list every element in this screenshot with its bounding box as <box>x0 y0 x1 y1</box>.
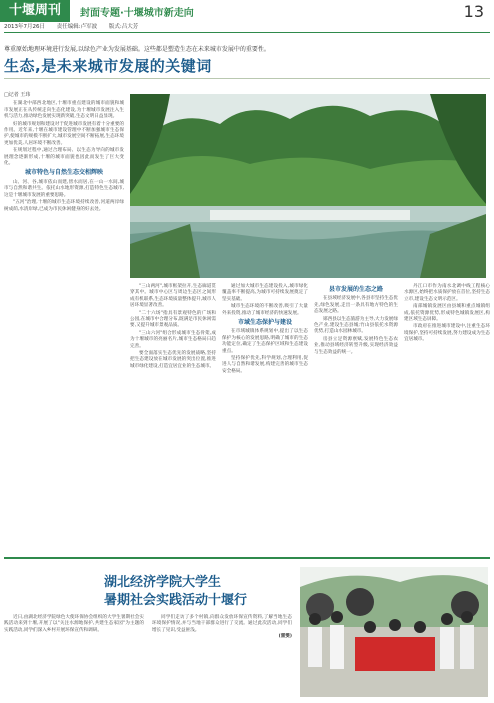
meta-line <box>4 22 490 33</box>
paragraph: 城市生态环境的不断改善,吸引了大量外来投资,推动了城市经济的快速发展。 <box>222 304 308 316</box>
section-heading: 市域生态保护与建设 <box>237 319 292 327</box>
divider <box>4 78 490 79</box>
bottom-headline-line1: 湖北经济学院大学生 <box>104 575 222 590</box>
section-heading: 城市特色与自然生态交相辉映 <box>24 169 103 177</box>
masthead <box>0 0 494 22</box>
bottom-story <box>4 557 490 701</box>
paragraph: "五河"治理,十堰的城市生态环境持续改善,河道两岸绿树成荫,水清岸绿,已成为市民休闲健身的好去处。 <box>4 200 124 212</box>
paragraph: 市政府在推进城市建设中,注重生态环境保护,坚持可持续发展,努力建设成为生态宜居城市。 <box>404 324 490 343</box>
dam-landscape-photo <box>130 94 486 278</box>
article-column-4 <box>314 284 398 357</box>
paragraph: 在规划过程中,通过合理布局、以生态为导向的城市发展理念逐渐形成,十堰的城市面貌也因此而发生了巨大变化。 <box>4 148 124 167</box>
bottom-column-2 <box>152 615 292 641</box>
paragraph: 在县域经济发展中,各县市坚持生态优先,绿色发展,走出一条具有地方特色的生态发展之路。 <box>314 296 398 315</box>
paragraph: 通过加大城市生态建设投入,城市绿化覆盖率不断提高,为城市可持续发展奠定了坚实基础。 <box>222 284 308 302</box>
paragraph: 好的城市规划和建设对于促进城市发展有着十分重要的作用。近年来,十堰在城市建设管理中不断加强城市生态保护,使城市的规模不断扩大,城市发展空间不断拓展,生态环境更加优美,人居环境不断改善。 <box>4 121 124 146</box>
paragraph: 同学们走访了多个村镇,向群众发放环保宣传资料,了解当地生态环境保护情况,并与当地干部群众进行了交流。通过此次活动,同学们增长了见识,受益匪浅。 <box>152 615 292 633</box>
article-column-3 <box>222 284 308 376</box>
paragraph: 房县立足资源禀赋,发展特色生态农业,推动县域经济转型升级,实现经济效益与生态效益的统一。 <box>314 336 398 355</box>
layout-designer: 版式:吕大芳 <box>108 24 139 30</box>
page-number: 13 <box>463 2 484 21</box>
paragraph: 郧西县以生态旅游为主导,大力发展绿色产业,建设生态县城;竹山县依托水资源优势,打造山水园林城市。 <box>314 316 398 335</box>
paragraph: "三山两河",城市框架拉开,生态廊道贯穿其中。城市中心区与周边生态区之间形成有机联系,生态环境质量整体提升,城市人居环境显著改善。 <box>130 284 216 309</box>
paragraph: "三山六河"组合形成城市生态骨架,成为十堰城市的亮丽名片,城市生态格局日趋完善。 <box>130 330 216 349</box>
headline: 生态,是未来城市发展的关键词 <box>4 57 212 75</box>
bottom-column-1 <box>4 615 144 634</box>
paragraph: 要全面落实生态优先的发展战略,坚持把生态建设放在城市发展的突出位置,推进城市绿化建设,打造宜居宜业的生态城市。 <box>130 351 216 369</box>
signature: (雷雯) <box>278 634 292 640</box>
issue-date: 2013年7月26日 <box>4 24 45 30</box>
article-column-5 <box>404 284 490 345</box>
students-group-photo <box>300 567 488 697</box>
paragraph: "二十六场"指具有景观特色的广场和公园,在城市中合理分布,既满足市民休闲需要,又提升城市景观品质。 <box>130 310 216 329</box>
paragraph: 山、河、谷,城市依山而建,傍水而居,在一山一水间,城市与自然和谐共生。依托山水地形资源,打造特色生态城市,这是十堰城市发展的重要思路。 <box>4 179 124 198</box>
article-column-1 <box>4 92 124 214</box>
bottom-headline-line2: 暑期社会实践活动十堰行 <box>104 593 248 608</box>
paragraph: 坚持保护优先,科学规划,合理利用,促进人与自然和谐发展,构建完善的城市生态安全格局。 <box>222 356 308 374</box>
paragraph: 在市域城镇体系规划中,提出了以生态保护为核心的发展思路,明确了城市的生态功能定位,确定了生态保护区域和生态建设重点。 <box>222 329 308 354</box>
article-column-2 <box>130 284 216 371</box>
masthead-logo: 十堰周刊 <box>0 0 70 22</box>
paragraph: 南部城镇发展区由县城和重点城镇组成,依托资源优势,形成特色城镇发展区,构建区域生态屏障。 <box>404 304 490 323</box>
paragraph: 在湖北中部西北地区,十堰市重点建设的城市面貌和城市发展正在从传统走向生态化建设,为十堰城市发展注入生机与活力,推动绿色发展实现新突破,生态文明日益显现。 <box>4 101 124 120</box>
paragraph: 丹江口市作为南水北调中线工程核心水源区,始终把水质保护放在首位,坚持生态立市,建设生态文明示范区。 <box>404 284 490 302</box>
paragraph: 近日,由湖北经济学院绿色大使环保协会组织的大学生暑期社会实践活动来到十堰,开展了以"关注水源地保护,共建生态家园"为主题的实践活动,同学们深入乡村开展环保宣传和调研。 <box>4 615 144 633</box>
editor: 责任编辑:卢军波 <box>56 24 98 30</box>
section-heading: 县市发展的生态之路 <box>328 286 383 293</box>
deck: 尊重原始地理环境进行发展,以绿色产业为发展基础。这些都是塑造生态在未来城市发展中的重要性。 <box>4 46 270 53</box>
section-title: 封面专题·十堰城市新走向 <box>80 8 194 19</box>
byline: □记者 王玮 <box>4 92 31 98</box>
